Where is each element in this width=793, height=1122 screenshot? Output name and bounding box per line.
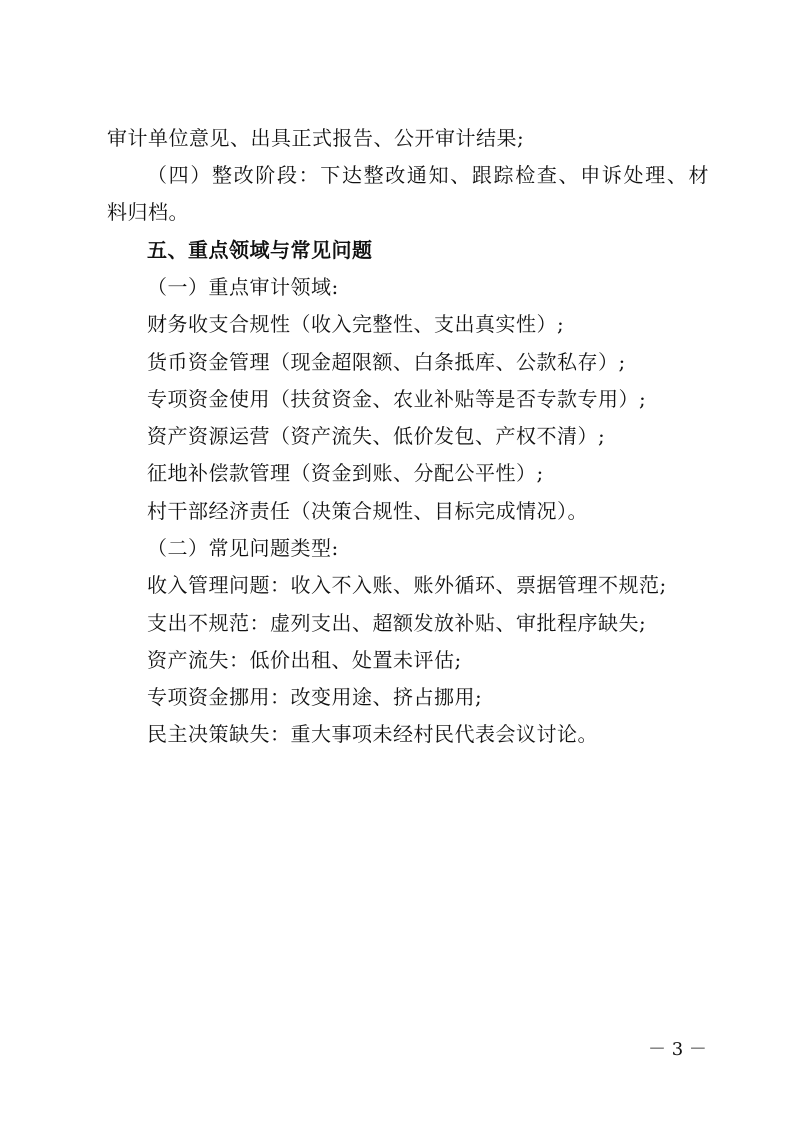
paragraph-line-archiving: 料归档。	[107, 200, 189, 224]
subheading-common-problems: （二）常见问题类型:	[147, 536, 339, 560]
list-item-special-funds: 专项资金使用（扶贫资金、农业补贴等是否专款专用）;	[147, 387, 647, 411]
paragraph-line-rectification-stage: （四）整改阶段：下达整改通知、跟踪检查、申诉处理、材	[147, 163, 709, 187]
section-heading-key-areas: 五、重点领域与常见问题	[147, 238, 373, 262]
list-item-democratic-decision: 民主决策缺失：重大事项未经村民代表会议讨论。	[147, 722, 598, 746]
list-item-asset-loss: 资产流失：低价出租、处置未评估;	[147, 648, 462, 672]
list-item-asset-operation: 资产资源运营（资产流失、低价发包、产权不清）;	[147, 424, 606, 448]
list-item-irregular-expenditure: 支出不规范：虚列支出、超额发放补贴、审批程序缺失;	[147, 611, 647, 635]
list-item-financial-compliance: 财务收支合规性（收入完整性、支出真实性）;	[147, 312, 565, 336]
paragraph-line-audit-opinion: 审计单位意见、出具正式报告、公开审计结果;	[107, 126, 525, 150]
subheading-key-audit-areas: （一）重点审计领域:	[147, 275, 339, 299]
page-number: － 3 －	[648, 1039, 707, 1060]
list-item-income-problems: 收入管理问题：收入不入账、账外循环、票据管理不规范;	[147, 573, 667, 597]
list-item-cadre-responsibility: 村干部经济责任（决策合规性、目标完成情况）。	[147, 499, 588, 523]
list-item-cash-management: 货币资金管理（现金超限额、白条抵库、公款私存）;	[147, 350, 626, 374]
list-item-fund-misappropriation: 专项资金挪用：改变用途、挤占挪用;	[147, 685, 483, 709]
list-item-land-compensation: 征地补偿款管理（资金到账、分配公平性）;	[147, 461, 544, 485]
